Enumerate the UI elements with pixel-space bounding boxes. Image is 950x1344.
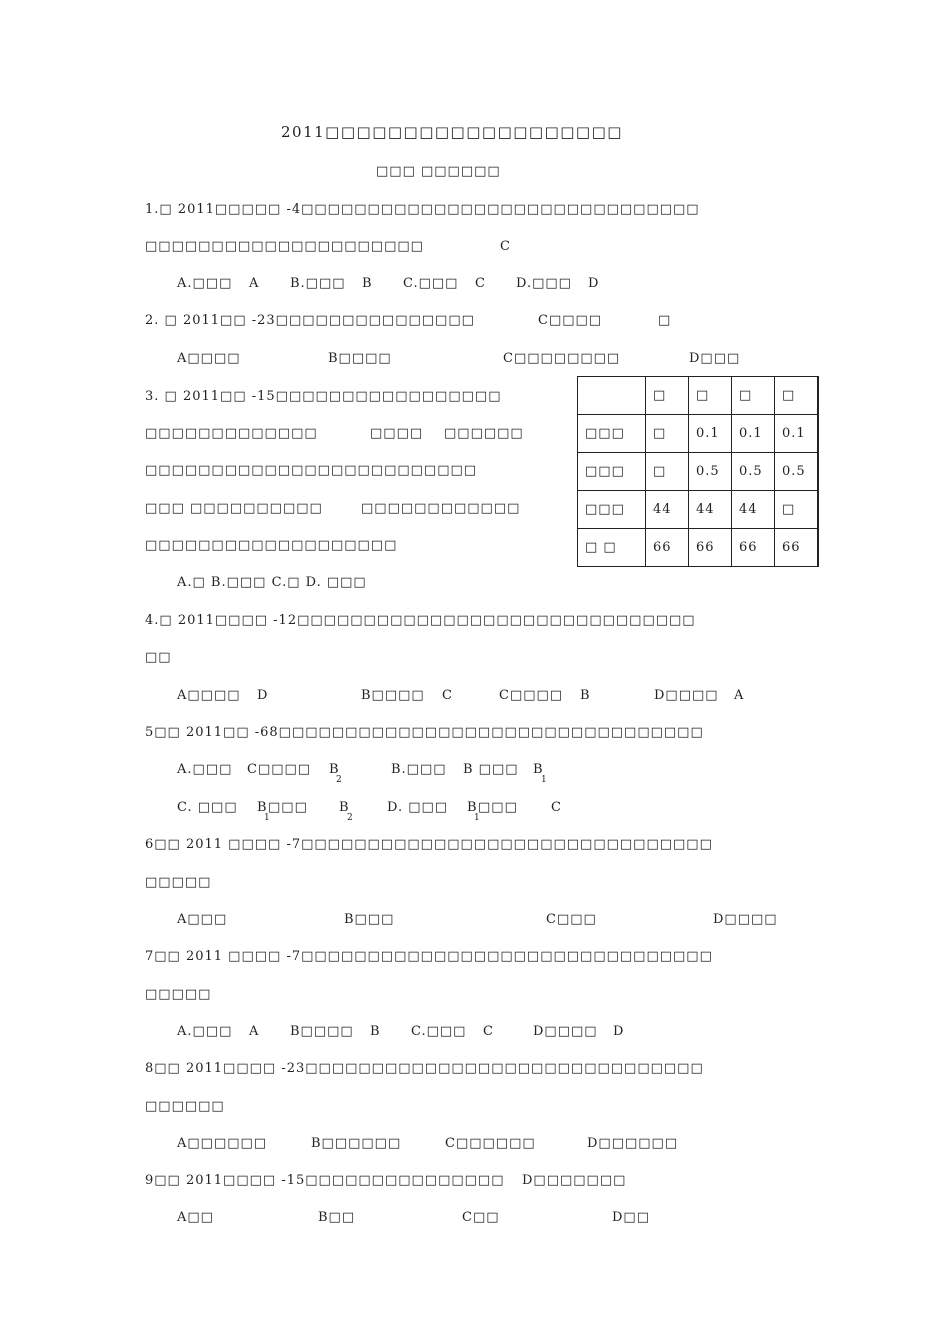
q4-line1: 4.□ 2011□□□□ -12□□□□□□□□□□□□□□□□□□□□□□□□□□□□□□ (145, 613, 696, 628)
q5-option-a: A.□□□ (177, 762, 233, 777)
q5-answer: C (551, 800, 562, 815)
q8-option-b: B□□□□□□ (311, 1136, 402, 1151)
q7-option-a-value: A (249, 1024, 260, 1039)
q9-option-b: B□□ (318, 1210, 356, 1225)
q7-line1: 7□□ 2011 □□□□ -7□□□□□□□□□□□□□□□□□□□□□□□□□□□□□□□ (145, 949, 713, 964)
q2-bracket: □ (658, 313, 672, 328)
q7-option-b-value: B (370, 1024, 381, 1039)
q1-option-d-value: D (588, 276, 600, 291)
table-cell: 0.5 (775, 453, 819, 491)
q2-line1: 2. □ 2011□□ -23□□□□□□□□□□□□□□□ (145, 313, 475, 328)
subscript: 1 (541, 775, 547, 785)
q4-option-d-value: A (734, 688, 745, 703)
q2-answer: C□□□□ (538, 313, 603, 328)
q5-option-d-b: B (467, 800, 478, 815)
q4-option-a: A□□□□ (177, 688, 241, 703)
doc-title: 2011□□□□□□□□□□□□□□□□□□□ (281, 123, 623, 141)
table-cell: □ (689, 377, 732, 415)
q6-option-c: C□□□ (546, 912, 597, 927)
q3-line3: □□□□□□□□□□□□□□□□□□□□□□□□□ (145, 463, 478, 478)
q5-option-b: B.□□□ (391, 762, 447, 777)
table-cell: □ (775, 491, 819, 529)
table-row (578, 529, 819, 567)
q9-option-d: D□□ (612, 1210, 650, 1225)
q7-option-c: C.□□□ (411, 1024, 467, 1039)
q5-option-c-b2: B (339, 800, 350, 815)
q5-option-d-text: □□□ (478, 800, 518, 815)
q7-option-c-value: C (483, 1024, 494, 1039)
table-row (578, 453, 819, 491)
q6-line1: 6□□ 2011 □□□□ -7□□□□□□□□□□□□□□□□□□□□□□□□□□□□□□□ (145, 837, 713, 852)
q7-option-a: A.□□□ (177, 1024, 233, 1039)
table-cell: 66 (689, 529, 732, 567)
q1-option-a-value: A (249, 276, 260, 291)
table-cell: □ (732, 377, 775, 415)
q2-option-b: B□□□□ (328, 351, 392, 366)
q7-line2: □□□□□ (145, 987, 212, 1002)
q6-option-a: A□□□ (177, 912, 228, 927)
q8-line1: 8□□ 2011□□□□ -23□□□□□□□□□□□□□□□□□□□□□□□□□□□□□□ (145, 1061, 704, 1076)
q1-option-a: A.□□□ (177, 276, 233, 291)
table-cell: 0.5 (689, 453, 732, 491)
table-cell: □□□ (578, 415, 646, 453)
q8-option-a: A□□□□□□ (177, 1136, 268, 1151)
q3-table (577, 376, 819, 567)
q9-answer: D□□□□□□□ (522, 1173, 627, 1188)
subscript: 1 (264, 813, 270, 823)
q2-option-d: D□□□ (689, 351, 741, 366)
q8-line2: □□□□□□ (145, 1099, 225, 1114)
q3-line2a: □□□□□□□□□□□□□ (145, 426, 318, 441)
q4-line2: □□ (145, 650, 172, 665)
table-cell: □ (646, 377, 689, 415)
table-cell: 0.1 (775, 415, 819, 453)
q4-option-d: D□□□□ (654, 688, 719, 703)
q1-option-c-value: C (475, 276, 486, 291)
q5-option-c-text: □□□ (268, 800, 308, 815)
q4-option-c-value: B (580, 688, 591, 703)
q6-option-d: D□□□□ (713, 912, 778, 927)
q4-option-a-value: D (257, 688, 269, 703)
q5-option-c-b1: B (257, 800, 268, 815)
table-cell: □ (646, 453, 689, 491)
q5-option-b-b: B (533, 762, 544, 777)
table-row (578, 415, 819, 453)
q3-line5: □□□□□□□□□□□□□□□□□□□ (145, 538, 398, 553)
table-cell: □ □ (578, 529, 646, 567)
q5-option-b-text: B □□□ (463, 762, 519, 777)
q7-option-b: B□□□□ (290, 1024, 354, 1039)
table-cell: 44 (646, 491, 689, 529)
q5-option-c: C. □□□ (177, 800, 238, 815)
subscript: 2 (336, 775, 342, 785)
q6-option-b: B□□□ (344, 912, 395, 927)
q3-line4b: □□□□□□□□□□□□ (361, 501, 521, 516)
table-cell: □□□ (578, 453, 646, 491)
q9-option-a: A□□ (177, 1210, 214, 1225)
table-header-row (578, 377, 819, 415)
q5-option-d: D. □□□ (387, 800, 449, 815)
q6-line2: □□□□□ (145, 875, 212, 890)
q9-option-c: C□□ (462, 1210, 500, 1225)
q1-option-d: D.□□□ (516, 276, 572, 291)
table-cell: 66 (775, 529, 819, 567)
q3-line2c: □□□□□□ (444, 426, 524, 441)
q1-option-b-value: B (362, 276, 373, 291)
table-cell: □□□ (578, 491, 646, 529)
table-cell: 66 (732, 529, 775, 567)
q8-option-c: C□□□□□□ (445, 1136, 536, 1151)
q5-option-a-b: B (329, 762, 340, 777)
q3-line4a: □□□ □□□□□□□□□□ (145, 501, 323, 516)
q1-option-c: C.□□□ (403, 276, 459, 291)
q7-option-d-value: D (613, 1024, 625, 1039)
table-cell: 44 (732, 491, 775, 529)
table-cell: 0.1 (732, 415, 775, 453)
q4-option-b: B□□□□ (361, 688, 425, 703)
q3-line1: 3. □ 2011□□ -15□□□□□□□□□□□□□□□□□ (145, 389, 502, 404)
doc-subtitle: □□□ □□□□□□ (376, 164, 501, 179)
q2-option-a: A□□□□ (177, 351, 241, 366)
q1-line2: □□□□□□□□□□□□□□□□□□□□□ (145, 239, 424, 254)
q1-option-b: B.□□□ (290, 276, 346, 291)
subscript: 2 (347, 813, 353, 823)
q2-option-c: C□□□□□□□□ (503, 351, 621, 366)
q3-options: A.□ B.□□□ C.□ D. □□□ (177, 575, 367, 590)
table-cell: 0.5 (732, 453, 775, 491)
table-cell: □ (646, 415, 689, 453)
q4-option-c: C□□□□ (499, 688, 564, 703)
q1-answer: C (500, 239, 511, 254)
q4-option-b-value: C (442, 688, 453, 703)
q5-line1: 5□□ 2011□□ -68□□□□□□□□□□□□□□□□□□□□□□□□□□□□□□□□ (145, 725, 704, 740)
table-cell: 66 (646, 529, 689, 567)
table-cell: □ (775, 377, 819, 415)
q5-option-a-text: C□□□□ (247, 762, 312, 777)
q8-option-d: D□□□□□□ (587, 1136, 679, 1151)
table-cell (578, 377, 646, 415)
q9-line1: 9□□ 2011□□□□ -15□□□□□□□□□□□□□□□ (145, 1173, 505, 1188)
q3-line2b: □□□□ (370, 426, 424, 441)
subscript: 1 (474, 813, 480, 823)
table-row (578, 491, 819, 529)
table-cell: 0.1 (689, 415, 732, 453)
table-cell: 44 (689, 491, 732, 529)
q1-line1: 1.□ 2011□□□□□ -4□□□□□□□□□□□□□□□□□□□□□□□□□□□□□□ (145, 202, 700, 217)
q7-option-d: D□□□□ (533, 1024, 598, 1039)
